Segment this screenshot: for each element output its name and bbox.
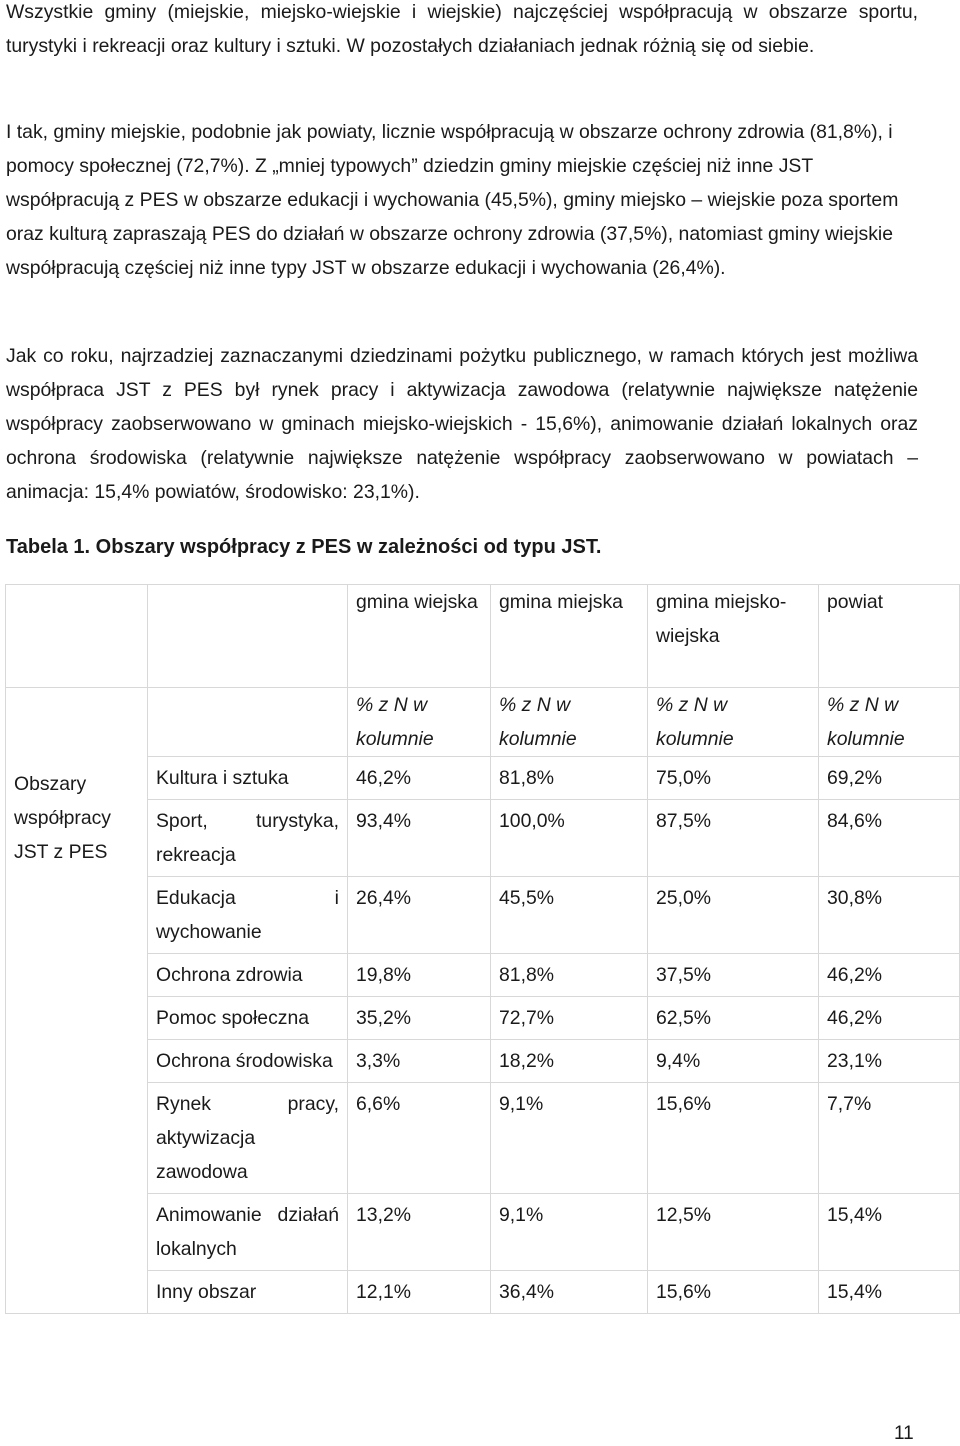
row-label: Kultura i sztuka	[148, 757, 348, 800]
value-cell: 15,6%	[648, 1083, 819, 1194]
header-row	[6, 585, 960, 688]
value-cell: 30,8%	[819, 877, 960, 954]
table-row	[6, 1083, 960, 1194]
table-row	[6, 1040, 960, 1083]
value-cell: 18,2%	[491, 1040, 648, 1083]
table-row	[6, 954, 960, 997]
column-header: powiat	[819, 585, 960, 688]
row-group-label: Obszary współpracy JST z PES	[14, 772, 111, 863]
table-row	[6, 877, 960, 954]
value-cell: 72,7%	[491, 997, 648, 1040]
table-row	[6, 757, 960, 800]
table-row	[6, 1271, 960, 1314]
value-cell: 87,5%	[648, 800, 819, 877]
value-cell: 37,5%	[648, 954, 819, 997]
value-cell: 3,3%	[348, 1040, 491, 1083]
table-row	[6, 1194, 960, 1271]
table-caption: Tabela 1. Obszary współpracy z PES w zależności od typu JST.	[6, 536, 602, 558]
value-cell: 19,8%	[348, 954, 491, 997]
value-cell: 7,7%	[819, 1083, 960, 1194]
value-cell: 9,4%	[648, 1040, 819, 1083]
value-cell: 69,2%	[819, 757, 960, 800]
table-row	[6, 800, 960, 877]
row-label: Inny obszar	[148, 1271, 348, 1314]
value-cell: 81,8%	[491, 954, 648, 997]
body-paragraph-2: Jak co roku, najrzadziej zaznaczanymi dziedzinami pożytku publicznego, w ramach których jest możliwa współpraca JST z PES był rynek pracy i aktywizacja zawodowa (relatywnie największe natężenie współpracy zaobserwowano w gminach miejsko-wiejskich - 15,6%), animowanie działań lokalnych oraz ochrona środowiska (relatywnie największe natężenie współpracy zaobserwowano w powiatach – animacja: 15,4% powiatów, środowisko: 23,1%).	[6, 345, 918, 503]
value-cell: 46,2%	[819, 954, 960, 997]
column-header: gmina wiejska	[348, 585, 491, 688]
value-cell: 9,1%	[491, 1194, 648, 1271]
row-label: Rynek pracy, aktywizacja zawodowa	[148, 1083, 348, 1194]
value-cell: 6,6%	[348, 1083, 491, 1194]
value-cell: 13,2%	[348, 1194, 491, 1271]
column-header: gmina miejska	[491, 585, 648, 688]
header-corner-cell	[6, 585, 148, 688]
intro-paragraph: Wszystkie gminy (miejskie, miejsko-wiejskie i wiejskie) najczęściej współpracują w obszarze sportu, turystyki i rekreacji oraz kultury i sztuki. W pozostałych działaniach jednak różnią się od siebie.	[6, 1, 918, 57]
row-label: Pomoc społeczna	[148, 997, 348, 1040]
cooperation-table	[5, 584, 960, 1314]
value-cell: 15,4%	[819, 1271, 960, 1314]
page-number: 11	[894, 1423, 914, 1444]
value-cell: 45,5%	[491, 877, 648, 954]
value-cell: 12,1%	[348, 1271, 491, 1314]
value-cell: 46,2%	[819, 997, 960, 1040]
header-blank-cell	[148, 585, 348, 688]
value-cell: 15,6%	[648, 1271, 819, 1314]
row-label: Edukacja i wychowanie	[148, 877, 348, 954]
unit-label: % z N w kolumnie	[819, 688, 960, 757]
value-cell: 93,4%	[348, 800, 491, 877]
column-header: gmina miejsko-wiejska	[648, 585, 819, 688]
unit-label: % z N w kolumnie	[348, 688, 491, 757]
value-cell: 46,2%	[348, 757, 491, 800]
value-cell: 12,5%	[648, 1194, 819, 1271]
body-paragraph-1	[6, 115, 918, 285]
row-label: Animowanie działań lokalnych	[148, 1194, 348, 1271]
table-row	[6, 997, 960, 1040]
value-cell: 84,6%	[819, 800, 960, 877]
value-cell: 25,0%	[648, 877, 819, 954]
row-label: Ochrona środowiska	[148, 1040, 348, 1083]
body-paragraph-1-part-b: Z „mniej typowych” dziedzin gminy miejskie częściej niż inne JST współpracują z PES w obszarze edukacji i wychowania (45,5%), gminy miejsko – wiejskie poza sportem oraz kulturą zapraszają PES do działań w obszarze ochrony zdrowia (37,5%), natomiast gminy wiejskie współpracują częściej niż inne typy JST w obszarze edukacji i wychowania (26,4%).	[6, 155, 899, 279]
unit-blank-cell	[148, 688, 348, 757]
body-paragraph-1-part-a: I tak, gminy miejskie, podobnie jak powiaty, licznie współpracują w obszarze ochrony zdrowia (81,8%), i pomocy społecznej (72,7%).	[6, 121, 893, 177]
value-cell: 36,4%	[491, 1271, 648, 1314]
unit-label: % z N w kolumnie	[491, 688, 648, 757]
unit-row	[6, 688, 960, 757]
value-cell: 9,1%	[491, 1083, 648, 1194]
value-cell: 15,4%	[819, 1194, 960, 1271]
value-cell: 35,2%	[348, 997, 491, 1040]
value-cell: 26,4%	[348, 877, 491, 954]
value-cell: 100,0%	[491, 800, 648, 877]
value-cell: 81,8%	[491, 757, 648, 800]
value-cell: 75,0%	[648, 757, 819, 800]
row-label: Ochrona zdrowia	[148, 954, 348, 997]
row-label: Sport, turystyka, rekreacja	[148, 800, 348, 877]
value-cell: 62,5%	[648, 997, 819, 1040]
row-group-cell	[6, 688, 148, 1314]
value-cell: 23,1%	[819, 1040, 960, 1083]
unit-label: % z N w kolumnie	[648, 688, 819, 757]
